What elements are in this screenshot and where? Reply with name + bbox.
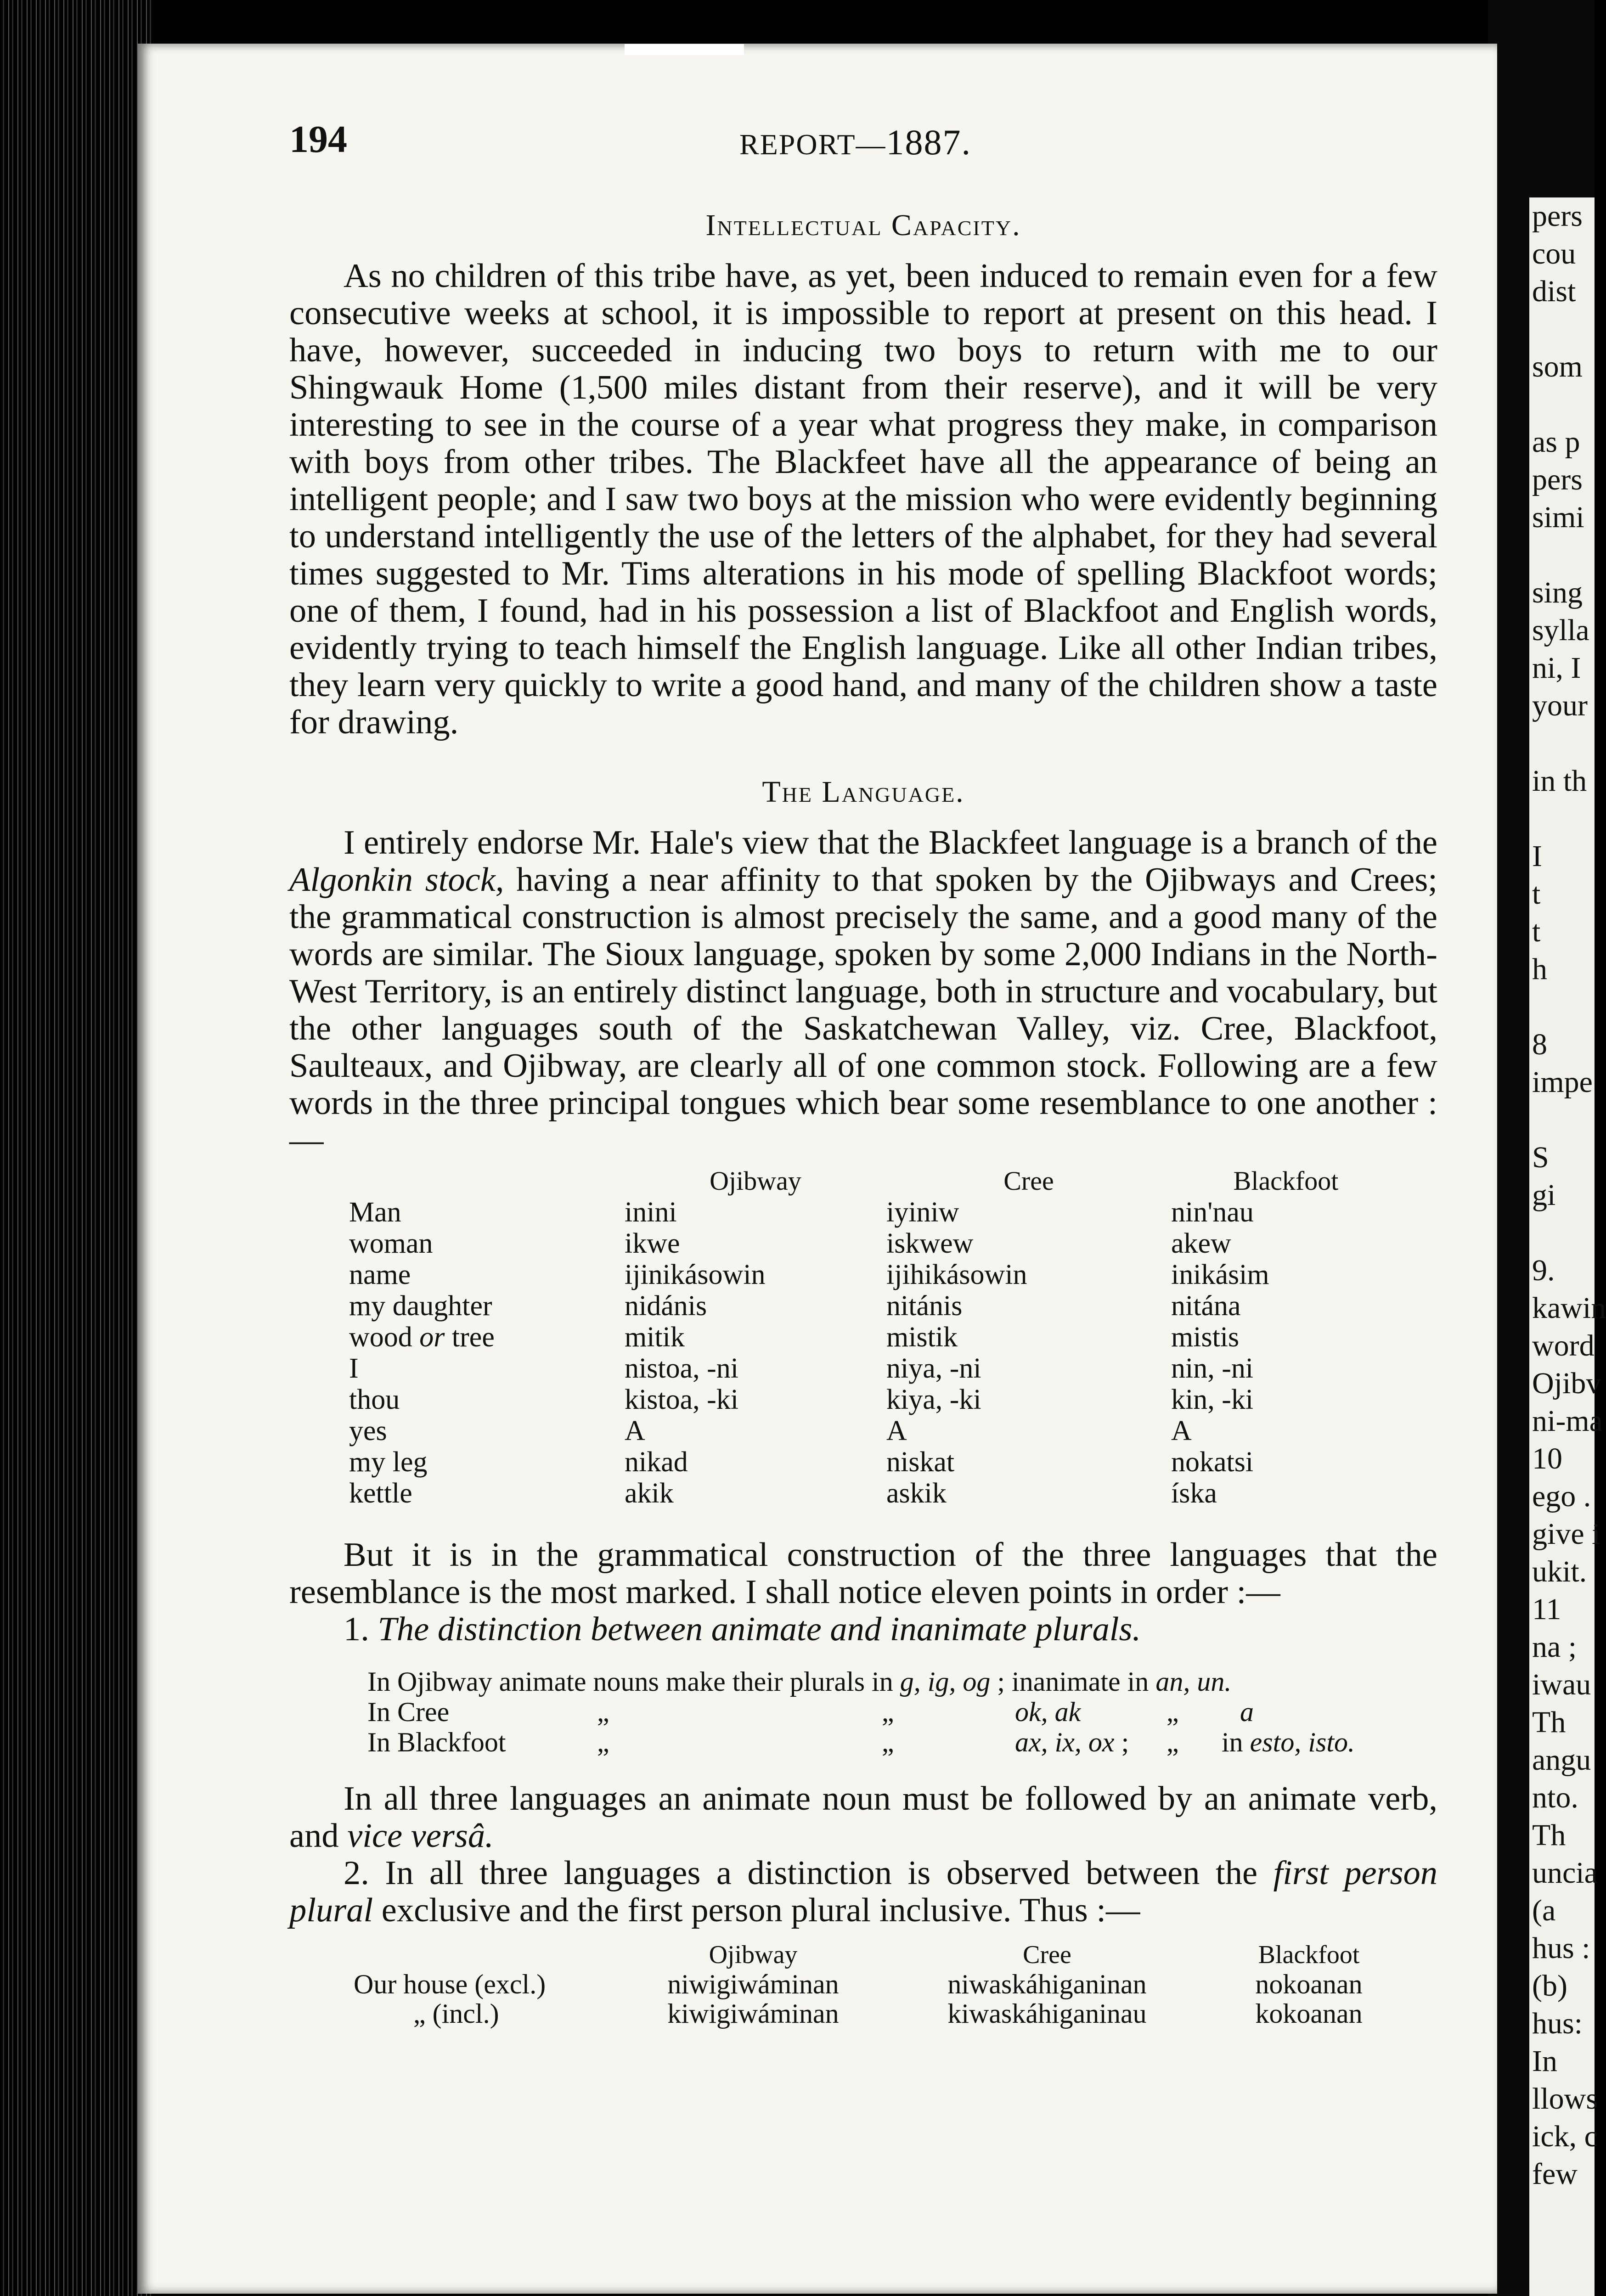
facing-page-line: t bbox=[1532, 915, 1541, 948]
paragraph-animate-verb-a: In all three languages an animate noun must be followed by an animate verb, and bbox=[289, 1780, 1437, 1855]
plural-cree-ditto3: „ bbox=[1166, 1697, 1179, 1727]
incl-table-header-row bbox=[354, 1940, 1405, 1970]
paragraph-language-intro bbox=[289, 824, 1437, 1159]
word-comparison-table bbox=[349, 1165, 1401, 1509]
incl-header-ojibway: Ojibway bbox=[709, 1941, 798, 1969]
plural-ojibway-mid: ; inanimate in bbox=[990, 1666, 1156, 1697]
cell-ojibway: nistoa, -ni bbox=[625, 1353, 738, 1384]
plural-row-ojibway bbox=[367, 1666, 1355, 1697]
facing-page-line: (a bbox=[1532, 1894, 1556, 1927]
incl-header-blackfoot: Blackfoot bbox=[1258, 1941, 1360, 1969]
plural-blackfoot-forms-text: ax, ix, ox bbox=[1015, 1727, 1115, 1757]
word-table-header-ojibway: Ojibway bbox=[710, 1166, 801, 1196]
cell-blackfoot: A bbox=[1171, 1415, 1192, 1446]
facing-page-line: nto. bbox=[1532, 1781, 1578, 1814]
point-1 bbox=[289, 1611, 1437, 1648]
word-table-header-cree: Cree bbox=[1003, 1166, 1054, 1196]
point-1-number: 1. bbox=[344, 1610, 369, 1648]
cell-cree: askik bbox=[886, 1478, 947, 1509]
cell-cree: ijihikásowin bbox=[886, 1259, 1027, 1290]
cell-cree: niya, -ni bbox=[886, 1353, 981, 1384]
plural-cree-inan bbox=[1222, 1697, 1355, 1727]
plural-row-cree bbox=[367, 1697, 1355, 1727]
incl-header-cree: Cree bbox=[1023, 1941, 1071, 1969]
plural-ojibway-inan: an, un. bbox=[1155, 1666, 1232, 1697]
facing-page-line bbox=[1532, 988, 1595, 1026]
cell-english: my daughter bbox=[349, 1290, 492, 1322]
plural-cree-inan-text: a bbox=[1240, 1697, 1254, 1727]
facing-page-line: na ; bbox=[1532, 1630, 1577, 1664]
facing-page-line: iwau bbox=[1532, 1668, 1591, 1701]
cell-ojibway: inini bbox=[625, 1197, 677, 1228]
facing-page-line: In bbox=[1532, 2044, 1557, 2078]
section-title-intellectual-capacity: Intellectual Capacity. bbox=[705, 208, 1021, 242]
facing-page-line: your bbox=[1532, 689, 1588, 722]
facing-page-line: gi bbox=[1532, 1178, 1556, 1212]
facing-page-line: Th bbox=[1532, 1705, 1566, 1739]
cell-english bbox=[349, 1322, 625, 1353]
cell-english: Man bbox=[349, 1197, 401, 1228]
table-row bbox=[349, 1478, 1401, 1509]
paragraph-language-intro-em: Algonkin stock, bbox=[289, 861, 504, 899]
paragraph-intellectual-capacity: As no children of this tribe have, as yet, been induced to remain even for a few consecutive weeks at school, it is impossible to report at present on this head. I have, however, succeeded in inducing two boys to return with me to our Shingwauk Home (1,500 miles distant from their reserve), and it will be very interesting to see in the course of a year what progress they make, in comparison with boys from other tribes. The Blackfeet have all the appearance of being an intelligent people; and I saw two boys at the mission who were evidently beginning to understand intelligently the use of the letters of the alphabet, for they had several times suggested to Mr. Tims alterations in his mode of spelling Blackfoot words; one of them, I found, had in his possession a list of Blackfoot and English words, evidently trying to teach himself the English language. Like all other Indian tribes, they learn very quickly to write a good hand, and many of the children show a taste for drawing. bbox=[289, 257, 1437, 741]
facing-page-line: angu bbox=[1532, 1743, 1591, 1777]
point-1-text: The distinction between animate and inanimate plurals. bbox=[378, 1610, 1141, 1648]
incl-header-label bbox=[354, 1940, 625, 1970]
cell-blackfoot: íska bbox=[1171, 1478, 1217, 1509]
table-row bbox=[349, 1259, 1401, 1290]
facing-page-line: word bbox=[1532, 1329, 1595, 1362]
facing-page-line: in th bbox=[1532, 764, 1587, 798]
facing-page-line: Th bbox=[1532, 1818, 1566, 1852]
cell-cree: mistik bbox=[886, 1322, 958, 1353]
facing-page-line bbox=[1532, 1214, 1595, 1252]
plural-cree-forms bbox=[1015, 1697, 1166, 1727]
plural-table bbox=[367, 1666, 1355, 1757]
facing-page-line: dist bbox=[1532, 275, 1576, 308]
facing-page-line: Ojibv bbox=[1532, 1367, 1601, 1400]
page-content bbox=[289, 207, 1437, 2028]
table-row bbox=[349, 1290, 1401, 1322]
facing-page-line bbox=[1532, 310, 1595, 348]
facing-page-line: impe bbox=[1532, 1065, 1593, 1099]
incl-cell-blackfoot: kokoanan bbox=[1255, 1998, 1363, 2029]
facing-page-line: t bbox=[1532, 877, 1541, 911]
table-row bbox=[349, 1446, 1401, 1478]
incl-cell-ojibway: kiwigiwáminan bbox=[667, 1998, 839, 2029]
paragraph-animate-verb-em: vice versâ. bbox=[347, 1817, 494, 1855]
running-title bbox=[739, 122, 971, 163]
table-row bbox=[349, 1197, 1401, 1228]
plural-blackfoot-inan bbox=[1222, 1727, 1355, 1757]
plural-cree-ditto2: „ bbox=[882, 1697, 894, 1727]
cell-english: thou bbox=[349, 1384, 400, 1415]
cell-blackfoot: kin, -ki bbox=[1171, 1384, 1254, 1415]
running-title-year: 1887. bbox=[886, 122, 972, 162]
facing-page-line: ukit. bbox=[1532, 1555, 1587, 1588]
table-row bbox=[349, 1415, 1401, 1446]
cell-english: I bbox=[349, 1353, 359, 1384]
cell-ojibway: nikad bbox=[625, 1446, 688, 1478]
facing-page-line: llows bbox=[1532, 2082, 1598, 2116]
facing-page-line: ni, I bbox=[1532, 651, 1581, 685]
facing-page-fragment bbox=[1529, 197, 1606, 2296]
incl-cell-blackfoot: nokoanan bbox=[1255, 1969, 1363, 1999]
facing-page-line bbox=[1532, 386, 1595, 423]
plural-blackfoot-sep: ; bbox=[1114, 1727, 1129, 1757]
cell-blackfoot: nitána bbox=[1171, 1290, 1241, 1322]
section-title-language: The Language. bbox=[762, 775, 965, 809]
cell-english: my leg bbox=[349, 1446, 428, 1478]
table-row bbox=[354, 1970, 1405, 1999]
paragraph-language-intro-a: I entirely endorse Mr. Hale's view that the Blackfeet language is a branch of the bbox=[344, 824, 1437, 861]
point-2-em: first person plural bbox=[289, 1854, 1437, 1929]
facing-page-line: 11 bbox=[1532, 1593, 1561, 1626]
cell-ojibway: ijinikásowin bbox=[625, 1259, 766, 1290]
point-2 bbox=[289, 1855, 1437, 1929]
scan-binding-edge bbox=[0, 0, 152, 2296]
facing-page-line: 8 bbox=[1532, 1028, 1547, 1061]
point-2-b: exclusive and the first person plural inclusive. Thus :— bbox=[373, 1891, 1140, 1929]
facing-page-line: pers bbox=[1532, 463, 1583, 496]
plural-row-blackfoot bbox=[367, 1727, 1355, 1757]
facing-page-line: (b) bbox=[1532, 1969, 1567, 2003]
table-row bbox=[349, 1322, 1401, 1353]
cell-english: name bbox=[349, 1259, 411, 1290]
cell-ojibway: nidánis bbox=[625, 1290, 707, 1322]
plural-cree-ditto1: „ bbox=[597, 1697, 609, 1727]
cell-english: yes bbox=[349, 1415, 387, 1446]
cell-ojibway: ikwe bbox=[625, 1228, 680, 1259]
cell-cree: iskwew bbox=[886, 1228, 974, 1259]
cell-cree: nitánis bbox=[886, 1290, 963, 1322]
inclusive-exclusive-table bbox=[354, 1940, 1405, 2028]
plural-cree-forms-text: ok, ak bbox=[1015, 1697, 1081, 1727]
facing-page-line bbox=[1532, 725, 1595, 762]
paragraph-grammar-intro: But it is in the grammatical construction of the three languages that the resemblance is the most marked. I shall notice eleven points in order :— bbox=[289, 1536, 1437, 1611]
facing-page-line: ego . bbox=[1532, 1480, 1591, 1513]
plural-blackfoot-inan-text: esto, isto. bbox=[1250, 1727, 1355, 1757]
table-row bbox=[354, 1999, 1405, 2028]
facing-page-line: kawin bbox=[1532, 1291, 1606, 1325]
word-table-header-blackfoot: Blackfoot bbox=[1233, 1166, 1339, 1196]
facing-page-line: sylla bbox=[1532, 613, 1589, 647]
cell-english-or: or bbox=[419, 1322, 445, 1353]
plural-blackfoot-ditto2: „ bbox=[882, 1727, 894, 1757]
page-header bbox=[289, 117, 1456, 168]
cell-blackfoot: nokatsi bbox=[1171, 1446, 1254, 1478]
facing-page-line bbox=[1532, 800, 1595, 838]
facing-page-line: ni-ma bbox=[1532, 1404, 1603, 1438]
facing-page-line: 9. bbox=[1532, 1254, 1555, 1287]
paragraph-language-intro-b: having a near affinity to that spoken by the Ojibways and Crees; the grammatical construction is almost precisely the same, and a good many of the words are similar. The Sioux language, spoken by some 2,000 Indians in the North-West Territory, is an entirely distinct language, both in structure and vocabulary, but the other languages south of the Saskatchewan Valley, viz. Cree, Blackfoot, Saulteaux, and Ojibway, are clearly all of one common stock. Following are a few words in the three principal tongues which bear some resemblance to one another :— bbox=[289, 861, 1437, 1159]
plural-cree-lead: In Cree bbox=[367, 1697, 450, 1727]
cell-blackfoot: nin'nau bbox=[1171, 1197, 1254, 1228]
running-title-text: REPORT— bbox=[739, 128, 886, 161]
facing-page-line: cou bbox=[1532, 237, 1576, 270]
cell-blackfoot: inikásim bbox=[1171, 1259, 1269, 1290]
cell-ojibway: A bbox=[625, 1415, 645, 1446]
paragraph-animate-verb bbox=[289, 1780, 1437, 1855]
cell-english-b: tree bbox=[451, 1322, 495, 1353]
word-table-header-english bbox=[349, 1165, 625, 1197]
facing-page-line: hus: bbox=[1532, 2007, 1583, 2040]
cell-cree: iyiniw bbox=[886, 1197, 959, 1228]
point-2-a: 2. In all three languages a distinction is observed between the bbox=[344, 1854, 1274, 1892]
table-row bbox=[349, 1228, 1401, 1259]
cell-cree: kiya, -ki bbox=[886, 1384, 981, 1415]
facing-page-line: 10 bbox=[1532, 1442, 1562, 1475]
facing-page-line: as p bbox=[1532, 425, 1580, 459]
facing-page-line: pers bbox=[1532, 199, 1583, 233]
plural-blackfoot-inan-pre: in bbox=[1222, 1727, 1250, 1757]
table-row bbox=[349, 1384, 1401, 1415]
facing-page-line: give i bbox=[1532, 1517, 1600, 1551]
facing-page-line: S bbox=[1532, 1141, 1549, 1174]
table-row bbox=[349, 1353, 1401, 1384]
facing-page-line bbox=[1532, 1101, 1595, 1139]
cell-ojibway: mitik bbox=[625, 1322, 685, 1353]
cell-ojibway: kistoa, -ki bbox=[625, 1384, 738, 1415]
facing-page-line: ick, c bbox=[1532, 2120, 1598, 2153]
plural-blackfoot-forms bbox=[1015, 1727, 1166, 1757]
cell-english-a: wood bbox=[349, 1322, 412, 1353]
cell-blackfoot: mistis bbox=[1171, 1322, 1240, 1353]
cell-ojibway: akik bbox=[625, 1478, 674, 1509]
facing-page-line bbox=[1532, 536, 1595, 574]
cell-blackfoot: nin, -ni bbox=[1171, 1353, 1254, 1384]
plural-blackfoot-ditto1: „ bbox=[597, 1727, 609, 1757]
cell-blackfoot: akew bbox=[1171, 1228, 1231, 1259]
plural-blackfoot-lead: In Blackfoot bbox=[367, 1727, 506, 1757]
plural-ojibway-forms: g, ig, og bbox=[900, 1666, 991, 1697]
plural-ojibway-lead: In Ojibway animate nouns make their plurals in bbox=[367, 1666, 900, 1697]
plural-blackfoot-ditto3: „ bbox=[1166, 1727, 1179, 1757]
incl-cell-label: „ (incl.) bbox=[413, 1998, 499, 2029]
incl-cell-cree: niwaskáhiganinan bbox=[947, 1969, 1147, 1999]
facing-page-line: som bbox=[1532, 350, 1583, 383]
incl-cell-cree: kiwaskáhiganinau bbox=[947, 1998, 1147, 2029]
facing-page-line: simi bbox=[1532, 501, 1584, 534]
facing-page-line: I bbox=[1532, 839, 1542, 873]
plural-cell-ojibway bbox=[367, 1666, 1355, 1697]
cell-cree: A bbox=[886, 1415, 907, 1446]
page-number: 194 bbox=[289, 118, 347, 161]
incl-cell-ojibway: niwigiwáminan bbox=[667, 1969, 839, 1999]
page-top-mark bbox=[625, 44, 744, 55]
incl-cell-label: Our house (excl.) bbox=[354, 1969, 546, 1999]
cell-english: kettle bbox=[349, 1478, 412, 1509]
cell-cree: niskat bbox=[886, 1446, 955, 1478]
word-table-header-row bbox=[349, 1165, 1401, 1197]
facing-page-line: h bbox=[1532, 952, 1547, 986]
facing-page-line: uncia bbox=[1532, 1856, 1598, 1890]
facing-page-line: few bbox=[1532, 2157, 1578, 2191]
cell-english: woman bbox=[349, 1228, 433, 1259]
facing-page-line: hus : bbox=[1532, 1931, 1590, 1965]
facing-page-line: sing bbox=[1532, 576, 1583, 609]
